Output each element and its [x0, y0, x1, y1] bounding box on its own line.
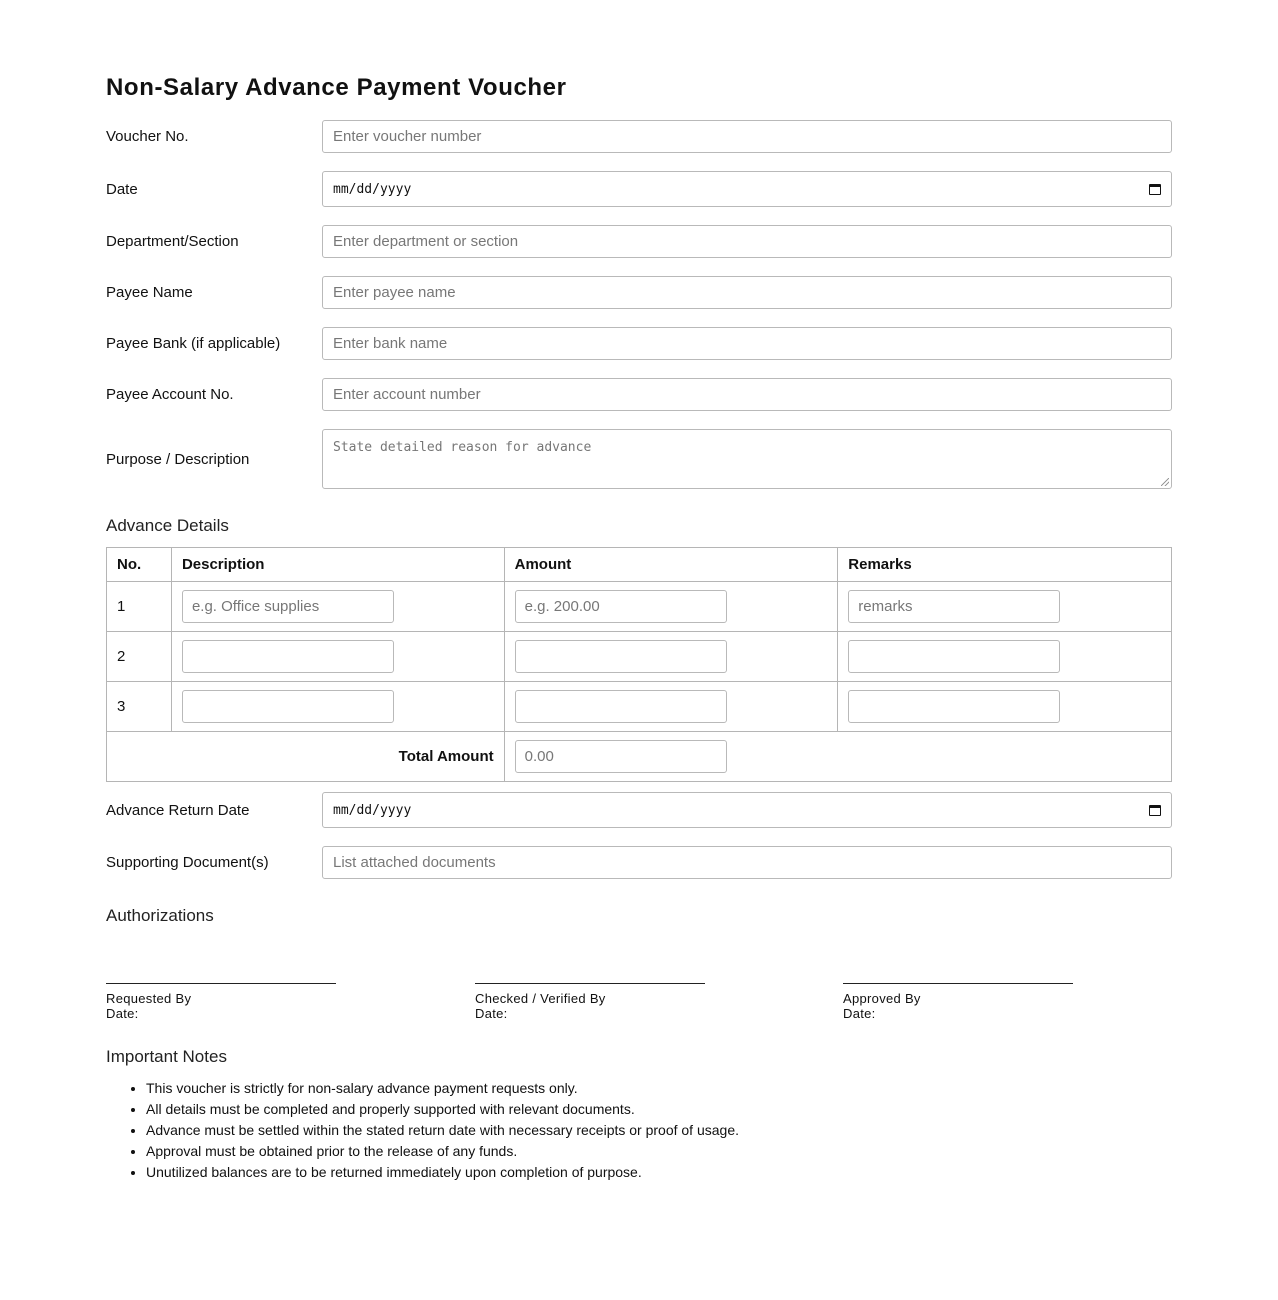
payee-bank-placeholder: Enter bank name [333, 335, 448, 352]
table-row [107, 632, 1172, 682]
signature-line [475, 983, 705, 984]
remarks-input[interactable] [848, 640, 1060, 673]
resize-handle-icon[interactable] [1161, 478, 1169, 486]
row-number: 3 [107, 682, 172, 732]
remarks-input[interactable] [848, 690, 1060, 723]
purpose-placeholder: State detailed reason for advance [333, 440, 592, 455]
authorizations-heading: Authorizations [106, 906, 214, 925]
remarks-placeholder: remarks [858, 598, 913, 615]
signature-checked-by [475, 983, 705, 1021]
signature-role: Checked / Verified By [475, 991, 606, 1006]
row-number: 2 [107, 632, 172, 682]
description-input[interactable] [182, 640, 394, 673]
description-input[interactable] [182, 690, 394, 723]
payee-account-input[interactable] [322, 378, 1172, 411]
supporting-docs-input[interactable] [322, 846, 1172, 879]
description-cell [171, 682, 504, 732]
payee-name-input[interactable] [322, 276, 1172, 309]
calendar-icon[interactable] [1149, 805, 1161, 816]
voucher-no-placeholder: Enter voucher number [333, 128, 482, 145]
total-amount-label: Total Amount [107, 732, 505, 782]
table-row [107, 582, 1172, 632]
amount-cell [504, 632, 838, 682]
list-item: • All details must be completed and properly supported with relevant documents. [146, 1099, 739, 1120]
voucher-no-input[interactable] [322, 120, 1172, 153]
remarks-cell [838, 632, 1172, 682]
amount-cell [504, 682, 838, 732]
column-header-no: No. [107, 548, 172, 582]
date-value: mm/dd/yyyy [333, 181, 412, 197]
signature-line [843, 983, 1073, 984]
description-cell [171, 582, 504, 632]
department-label: Department/Section [106, 233, 239, 250]
purpose-textarea[interactable] [322, 429, 1172, 489]
total-amount-placeholder: 0.00 [524, 748, 554, 765]
supporting-docs-label: Supporting Document(s) [106, 854, 269, 871]
signature-approved-by [843, 983, 1073, 1021]
payee-account-label: Payee Account No. [106, 386, 234, 403]
notes-list [106, 1078, 739, 1183]
description-input[interactable] [182, 590, 394, 623]
signature-role: Requested By [106, 991, 192, 1006]
purpose-label: Purpose / Description [106, 451, 250, 468]
page-title: Non-Salary Advance Payment Voucher [106, 74, 567, 101]
column-header-description: Description [171, 548, 504, 582]
list-item: • Approval must be obtained prior to the release of any funds. [146, 1141, 739, 1162]
signature-requested-by [106, 983, 336, 1021]
calendar-icon[interactable] [1149, 184, 1161, 195]
remarks-input[interactable] [848, 590, 1060, 623]
department-input[interactable] [322, 225, 1172, 258]
total-amount-cell [504, 732, 1171, 782]
notes-heading: Important Notes [106, 1047, 227, 1066]
payee-bank-label: Payee Bank (if applicable) [106, 335, 281, 352]
signature-line [106, 983, 336, 984]
table-row [107, 682, 1172, 732]
return-date-value: mm/dd/yyyy [333, 802, 412, 818]
amount-input[interactable] [515, 640, 727, 673]
amount-input[interactable] [515, 690, 727, 723]
return-date-input[interactable] [322, 792, 1172, 828]
table-header-row [107, 548, 1172, 582]
date-input[interactable] [322, 171, 1172, 207]
list-item: • Unutilized balances are to be returned immediately upon completion of purpose. [146, 1162, 739, 1183]
payee-name-placeholder: Enter payee name [333, 284, 456, 301]
payee-bank-input[interactable] [322, 327, 1172, 360]
signature-date-label: Date: [843, 1006, 876, 1021]
total-row [107, 732, 1172, 782]
return-date-label: Advance Return Date [106, 802, 250, 819]
voucher-no-label: Voucher No. [106, 128, 189, 145]
amount-placeholder: e.g. 200.00 [524, 598, 600, 615]
department-placeholder: Enter department or section [333, 233, 519, 250]
signature-date-label: Date: [106, 1006, 139, 1021]
amount-cell [504, 582, 838, 632]
advance-details-heading: Advance Details [106, 516, 229, 535]
column-header-amount: Amount [504, 548, 838, 582]
row-number: 1 [107, 582, 172, 632]
list-item: • This voucher is strictly for non-salary advance payment requests only. [146, 1078, 739, 1099]
description-cell [171, 632, 504, 682]
description-placeholder: e.g. Office supplies [191, 598, 320, 615]
signature-date-label: Date: [475, 1006, 508, 1021]
total-amount-input[interactable] [515, 740, 727, 773]
signature-role: Approved By [843, 991, 921, 1006]
supporting-docs-placeholder: List attached documents [333, 854, 496, 871]
amount-input[interactable] [515, 590, 727, 623]
column-header-remarks: Remarks [838, 548, 1172, 582]
remarks-cell [838, 582, 1172, 632]
payee-name-label: Payee Name [106, 284, 193, 301]
payee-account-placeholder: Enter account number [333, 386, 481, 403]
list-item: • Advance must be settled within the stated return date with necessary receipts or proof of usage. [146, 1120, 739, 1141]
advance-details-table [106, 547, 1172, 782]
remarks-cell [838, 682, 1172, 732]
date-label: Date [106, 181, 138, 198]
